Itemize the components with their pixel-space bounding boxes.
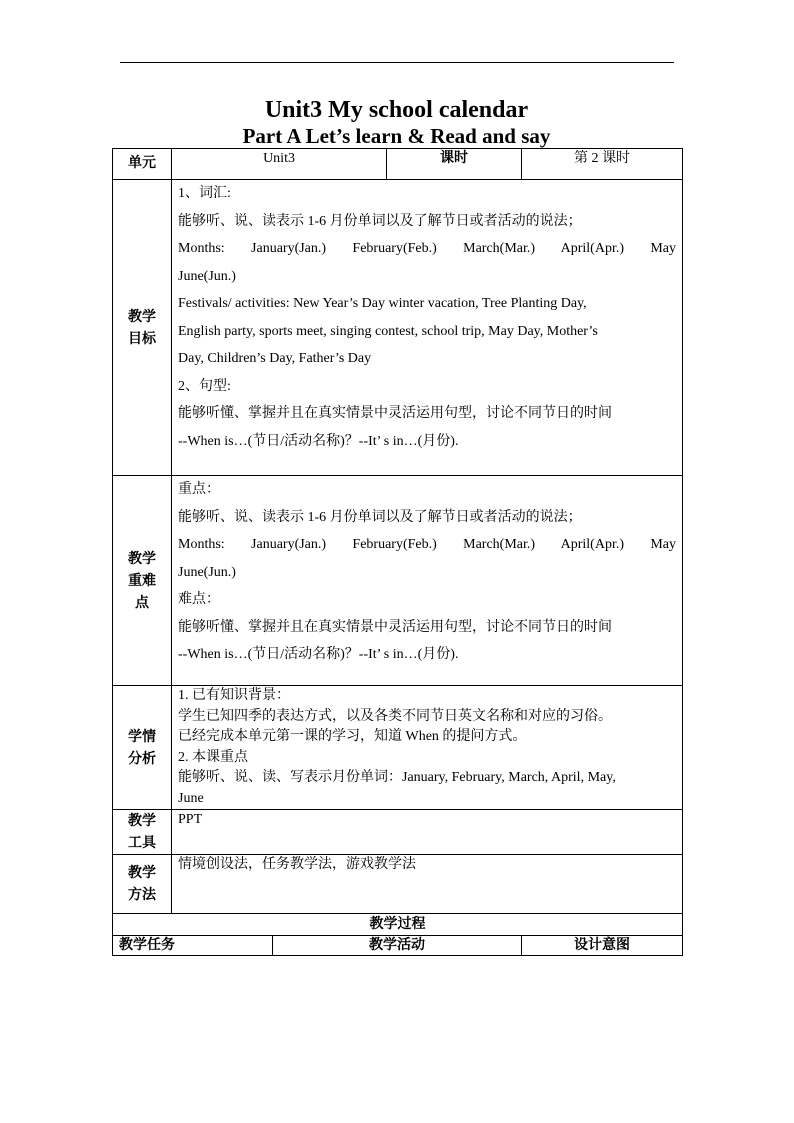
key-points-line: 难点： [178, 592, 220, 607]
objectives-line: June(Jun.) [178, 268, 236, 284]
objectives-line: Day, Children’s Day, Father’s Day [178, 351, 372, 366]
key-points-row [113, 476, 683, 686]
unit-label: 单元 [113, 149, 172, 180]
tools-row [113, 810, 683, 855]
objectives-row [113, 180, 683, 476]
objectives-line: 1、词汇: [178, 186, 231, 201]
process-title-row [113, 914, 683, 936]
key-points-label: 教学 重难 点 [113, 476, 172, 686]
key-points-line: June(Jun.) [178, 564, 236, 580]
methods-value: 情境创设法，任务教学法，游戏教学法 [172, 855, 683, 914]
analysis-label: 学情 分析 [113, 686, 172, 810]
analysis-content [172, 686, 683, 810]
key-points-line: 重点： [178, 482, 220, 497]
lesson-plan-table [112, 148, 683, 956]
objectives-line: 能够听、说、读表示 1-6 月份单词以及了解节日或者活动的说法； [178, 213, 582, 229]
key-points-line: 能够听、说、读表示 1-6 月份单词以及了解节日或者活动的说法； [178, 509, 582, 525]
objectives-content [172, 180, 683, 476]
analysis-line: 已经完成本单元第一课的学习，知道 When 的提问方式。 [178, 729, 527, 744]
document-subtitle: Part A Let’s learn & Read and say [242, 124, 551, 148]
objectives-line: English party, sports meet, singing contest, school trip, May Day, Mother’s [178, 323, 598, 339]
process-title: 教学过程 [113, 914, 683, 936]
analysis-line: June [178, 790, 204, 806]
unit-value: Unit3 [172, 149, 387, 180]
key-points-line: --When is…(节日/活动名称)？--It’ s in…(月份). [178, 647, 459, 662]
header-rule [120, 62, 674, 63]
analysis-line: 能够听、说、读、写表示月份单词：January, February, March, April, May, [178, 770, 616, 785]
process-header-row [113, 936, 683, 956]
process-col-activity: 教学活动 [273, 936, 522, 956]
analysis-line: 1. 已有知识背景： [178, 688, 290, 703]
title-block [112, 96, 681, 148]
tools-value: PPT [172, 810, 683, 855]
unit-row [113, 149, 683, 180]
objectives-line: 2、句型: [178, 378, 231, 394]
process-col-intent: 设计意图 [522, 936, 683, 956]
period-label: 课时 [387, 149, 522, 180]
objectives-label: 教学 目标 [113, 180, 172, 476]
tools-label: 教学 工具 [113, 810, 172, 855]
analysis-line: 2. 本课重点 [178, 749, 248, 765]
objectives-line: Festivals/ activities: New Year’s Day winter vacation, Tree Planting Day, [178, 296, 587, 311]
objectives-line: Months: January(Jan.) February(Feb.) March(Mar.) April(Apr.) May [178, 241, 677, 256]
document-title: Unit3 My school calendar [264, 97, 529, 123]
objectives-line: --When is…(节日/活动名称)？--It’ s in…(月份). [178, 433, 459, 449]
objectives-line: 能够听懂、掌握并且在真实情景中灵活运用句型，讨论不同节日的时间 [178, 406, 612, 421]
methods-row [113, 855, 683, 914]
period-value: 第 2 课时 [522, 149, 683, 180]
methods-label: 教学 方法 [113, 855, 172, 914]
process-col-task: 教学任务 [113, 936, 273, 956]
key-points-line: Months: January(Jan.) February(Feb.) March(Mar.) April(Apr.) May [178, 537, 677, 552]
analysis-line: 学生已知四季的表达方式，以及各类不同节日英文名称和对应的习俗。 [178, 708, 612, 724]
key-points-line: 能够听懂、掌握并且在真实情景中灵活运用句型，讨论不同节日的时间 [178, 619, 612, 635]
key-points-content [172, 476, 683, 686]
analysis-row [113, 686, 683, 810]
